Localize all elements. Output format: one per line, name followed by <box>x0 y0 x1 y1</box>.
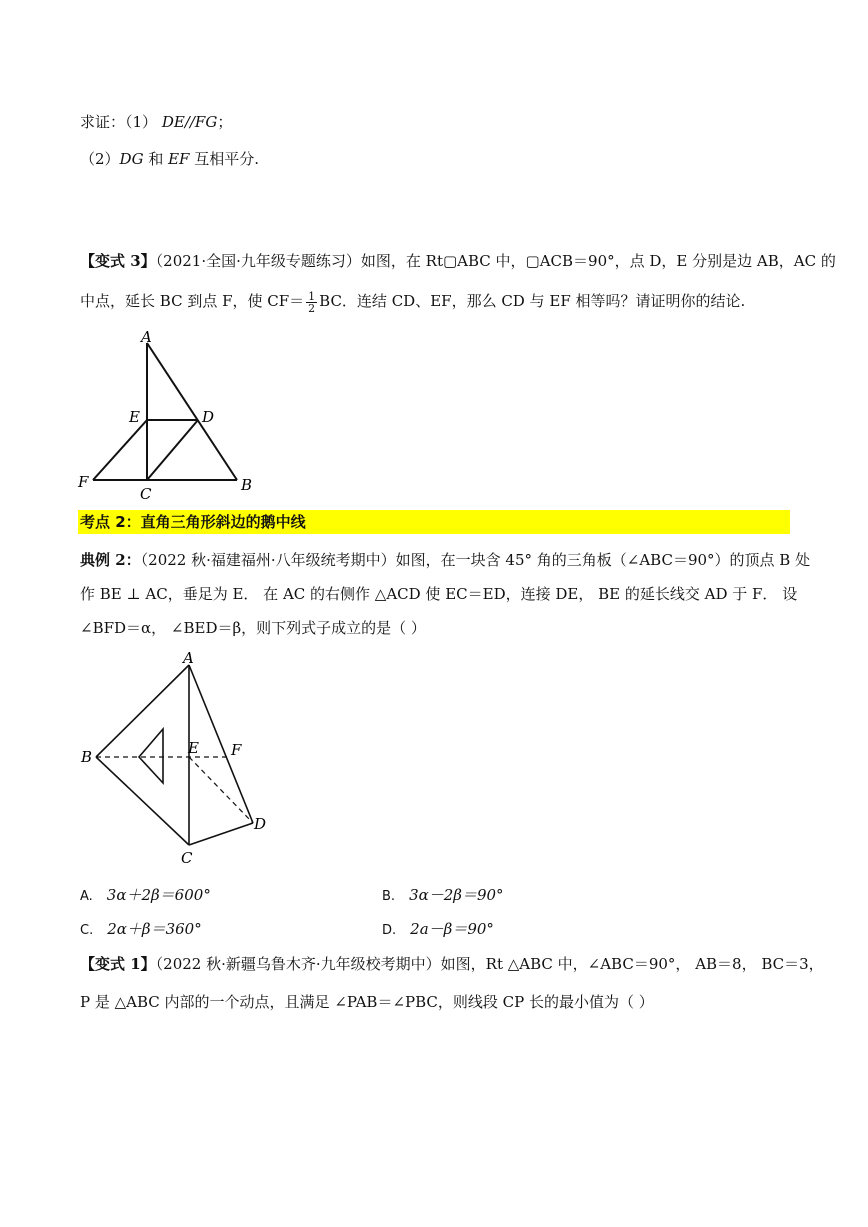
example2-line-3 <box>80 617 426 639</box>
option-c[interactable] <box>80 918 202 942</box>
variant1-text-2: P 是 △ABC 内部的一个动点，且满足 ∠PAB＝∠PBC，则线段 CP 长的最小值为（ ） <box>80 993 654 1011</box>
variant1-line-2 <box>80 991 654 1013</box>
variant1-tag: 【变式 1】 <box>80 955 156 973</box>
example2-tag: 典例 2： <box>80 551 141 569</box>
fig1-label-a: A <box>141 328 152 346</box>
variant3-text-2a: 中点，延长 BC 到点 F，使 CF＝ <box>80 292 305 310</box>
proof-p2-prefix: （2） <box>80 150 120 168</box>
fig2-line-ba <box>96 665 189 757</box>
proof-line-2 <box>80 148 259 170</box>
variant1-text-1: （2022 秋·新疆乌鲁木齐·九年级校考期中）如图，Rt △ABC 中，∠ABC＝90°， AB＝8， BC＝3， <box>155 955 824 973</box>
example2-line-1 <box>80 549 810 571</box>
variant3-fraction <box>306 291 317 314</box>
proof-p2-a: DG <box>119 150 144 168</box>
fig2-label-a: A <box>183 649 194 667</box>
option-b[interactable] <box>382 884 504 908</box>
option-d-text: 2a－β＝90° <box>410 920 494 938</box>
fig2-set-square-hole <box>139 729 163 783</box>
option-a-letter: A. <box>80 889 93 904</box>
option-c-letter: C. <box>80 923 94 938</box>
fraction-denominator: 2 <box>308 301 316 315</box>
figure-1-triangle <box>70 325 270 505</box>
variant3-tag: 【变式 3】 <box>80 252 156 270</box>
fig1-line-ab <box>147 343 237 480</box>
proof-prefix: 求证：（1） <box>80 113 158 131</box>
variant1-line-1 <box>80 953 824 975</box>
option-d[interactable] <box>382 918 494 942</box>
section-title: 考点 2：直角三角形斜边的鹅中线 <box>80 513 306 531</box>
variant3-text-1: （2021·全国·九年级专题练习）如图，在 Rt▢ABC 中，▢ACB＝90°，点 D，E 分别是边 AB，AC 的 <box>155 252 836 270</box>
variant3-line-2 <box>80 290 745 314</box>
fig1-label-d: D <box>202 408 215 426</box>
fig2-line-bc <box>96 757 189 845</box>
option-a[interactable] <box>80 884 211 908</box>
proof-end-1: ； <box>217 113 233 131</box>
fraction-numerator: 1 <box>308 289 316 303</box>
fig1-line-fe <box>93 420 147 480</box>
example2-line-2 <box>80 583 797 605</box>
fig2-label-b: B <box>81 748 93 766</box>
variant3-line-1 <box>80 250 836 272</box>
fig1-label-e: E <box>129 408 140 426</box>
example2-text-2: 作 BE ⊥ AC，垂足为 E． 在 AC 的右侧作 △ACD 使 EC＝ED，连接 DE， BE 的延长线交 AD 于 F． 设 <box>80 585 798 603</box>
option-d-letter: D. <box>382 923 397 938</box>
option-b-text: 3α－2β＝90° <box>409 886 504 904</box>
fig2-label-d: D <box>254 815 267 833</box>
proof-p2-b: EF <box>168 150 190 168</box>
fig2-line-cd <box>189 823 253 845</box>
figure-2-quadrilateral <box>75 645 285 870</box>
proof-line-1 <box>80 111 232 133</box>
fig1-label-b: B <box>241 476 253 494</box>
proof-p2-end: 互相平分. <box>189 150 260 168</box>
option-c-text: 2α＋β＝360° <box>107 920 202 938</box>
fig2-label-e: E <box>188 739 199 757</box>
fig2-label-f: F <box>231 741 242 759</box>
fig2-line-ed-dashed <box>189 757 253 823</box>
proof-expr-1: DE//FG <box>161 113 218 131</box>
option-b-letter: B. <box>382 889 396 904</box>
example2-text-1: （2022 秋·福建福州·八年级统考期中）如图，在一块含 45° 角的三角板（∠ABC＝90°）的顶点 B 处 <box>140 551 811 569</box>
fig1-label-f: F <box>78 473 89 491</box>
fig1-line-cd <box>147 420 198 480</box>
variant3-text-2b: BC．连结 CD、EF，那么 CD 与 EF 相等吗？请证明你的结论. <box>319 292 746 310</box>
proof-p2-mid: 和 <box>143 150 169 168</box>
option-a-text: 3α＋2β＝600° <box>106 886 211 904</box>
fig1-label-c: C <box>140 485 152 503</box>
fig2-label-c: C <box>181 849 193 867</box>
example2-text-3: ∠BFD＝α， ∠BED＝β，则下列式子成立的是（ ） <box>80 619 426 637</box>
